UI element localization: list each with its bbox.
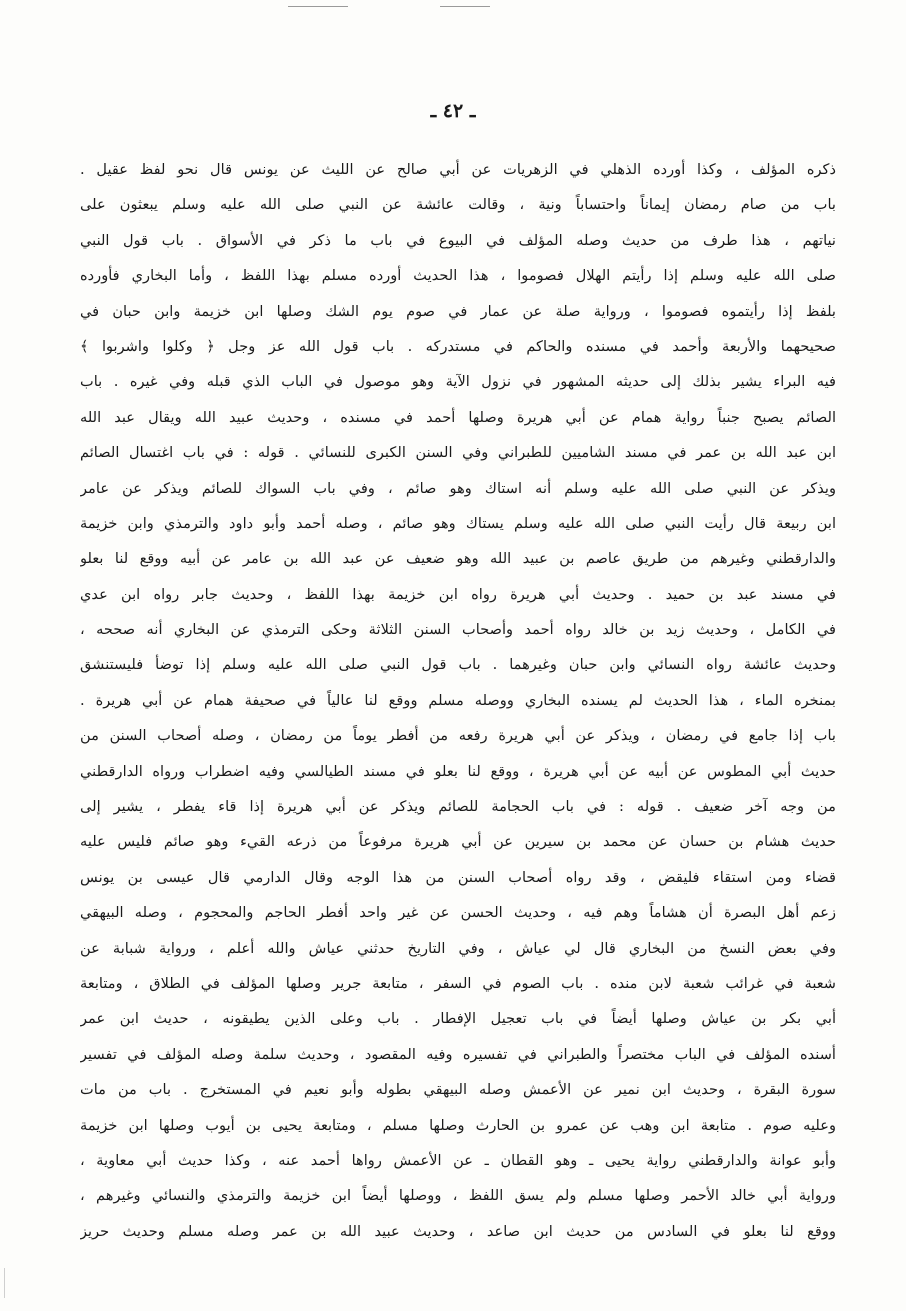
body-text (80, 152, 836, 1249)
text-line: في مسند عبد بن حميد . وحديث أبي هريرة رواه ابن خزيمة بهذا اللفظ ، وحديث جابر رواه ابن عدي (80, 585, 836, 603)
text-line: وحديث عائشة رواه النسائي وابن حبان وغيرهما . باب قول النبي صلى الله عليه وسلم إذا توضأ فليستنشق (80, 656, 836, 674)
text-line: وفي بعض النسخ من البخاري قال لي عياش ، وفي التاريخ حدثني عياش والله أعلم ، ورواية شبابة عن (80, 939, 836, 957)
text-line: وعليه صوم . متابعة ابن وهب عن عمرو بن الحارث وصلها مسلم ، ومتابعة يحيى بن أيوب وصلها ابن خزيمة (80, 1116, 836, 1134)
top-rule-left (288, 6, 348, 7)
text-line: ذكره المؤلف ، وكذا أورده الذهلي في الزهريات عن أبي صالح عن الليث عن يونس قال نحو لفظ عقيل . (80, 161, 836, 178)
text-line: والدارقطني وغيرهم من طريق عاصم بن عبيد الله وهو ضعيف عن عبد الله بن عامر عن أبيه ووقع لنا بعلو (80, 550, 836, 568)
text-line: وأبو عوانة والدارقطني رواية يحيى ـ وهو القطان ـ عن الأعمش رواها أحمد عنه ، وكذا حديث أبي معاوية ، (80, 1151, 836, 1169)
text-line: ورواية أبي خالد الأحمر وصلها مسلم ولم يسق اللفظ ، ووصلها أيضاً ابن خزيمة والترمذي والنسائي وغيرهم ، (80, 1187, 836, 1205)
scan-edge-mark (4, 1268, 5, 1298)
text-line: نياتهم ، هذا طرف من حديث وصله المؤلف في البيوع في باب ما ذكر في الأسواق . باب قول النبي (80, 231, 836, 249)
text-line: زعم أهل البصرة أن هشاماً وهم فيه ، وحديث الحسن عن غير واحد أفطر الحاجم والمحجوم ، وصله البيهقي (80, 904, 836, 922)
text-line: أبي بكر بن عياش وصلها أيضاً في باب تعجيل الإفطار . باب وعلى الذين يطيقونه ، حديث ابن عمر (80, 1010, 836, 1028)
text-line: قضاء ومن استقاء فليقض ، وقد رواه أصحاب السنن من هذا الوجه وقال الدارمي قال عيسى بن يونس (80, 868, 836, 886)
text-line: في الكامل ، وحديث زيد بن خالد رواه أحمد وأصحاب السنن الثلاثة وحكى الترمذي عن البخاري أنه صححه ، (80, 621, 836, 639)
text-line: حديث هشام بن حسان عن محمد بن سيرين عن أبي هريرة مرفوعاً من ذرعه القيء وهو صائم فليس عليه (80, 833, 836, 851)
text-line: باب إذا جامع في رمضان ، ويذكر عن أبي هريرة رفعه من أفطر يوماً من رمضان ، وصله أصحاب السنن من (80, 727, 836, 745)
text-line: سورة البقرة ، وحديث ابن نمير عن الأعمش وصله البيهقي بطوله وأبو نعيم في المستخرج . باب من مات (80, 1081, 836, 1099)
text-line: بمنخره الماء ، هذا الحديث لم يسنده البخاري ووصله مسلم ووقع لنا عالياً في صحيفة همام عن أبي هريرة . (80, 691, 836, 709)
text-line: صحيحهما والأربعة وأحمد في مسنده والحاكم في مستدركه . باب قول الله عز وجل ﴿ وكلوا واشربوا ﴾ (80, 337, 836, 355)
text-line: حديث أبي المطوس عن أبيه عن أبي هريرة ، ووقع لنا بعلو في مسند الطيالسي وفيه اضطراب ورواه الدارقطني (80, 762, 836, 780)
top-rule-right (440, 6, 490, 7)
text-line: من وجه آخر ضعيف . قوله : في باب الحجامة للصائم ويذكر عن أبي هريرة إذا قاء يفطر ، يشير إلى (80, 798, 836, 816)
text-line: شعبة في غرائب شعبة لابن منده . باب الصوم في السفر ، متابعة جرير وصلها المؤلف في الطلاق ، ومتابعة (80, 974, 836, 992)
text-line: فيه البراء يشير بذلك إلى حديثه المشهور في نزول الآية وهو موصول في الباب الذي قبله وفي غيره . باب (80, 373, 836, 391)
text-line: بلفظ إذا رأيتموه فصوموا ، ورواية صلة عن عمار في صوم يوم الشك وصلها ابن خزيمة وابن حبان في (80, 302, 836, 320)
text-line: الصائم يصبح جنباً رواية همام عن أبي هريرة وصلها أحمد في مسنده ، وحديث عبيد الله ويقال عبد الله (80, 408, 836, 426)
text-line: ابن عبد الله بن عمر في مسند الشاميين للطبراني وفي السنن الكبرى للنسائي . قوله : في باب اغتسال الصائم (80, 444, 836, 462)
text-line: ابن ربيعة قال رأيت النبي صلى الله عليه وسلم يستاك وهو صائم ، وصله أحمد وأبو داود والترمذي وابن خزيمة (80, 514, 836, 532)
page-number: ـ ٤٢ ـ (430, 100, 476, 122)
text-line: صلى الله عليه وسلم إذا رأيتم الهلال فصوموا ، هذا الحديث أورده مسلم بهذا اللفظ ، وأما البخاري فأورده (80, 267, 836, 285)
text-line: ويذكر عن النبي صلى الله عليه وسلم أنه استاك وهو صائم ، وفي باب السواك للصائم ويذكر عن عامر (80, 479, 836, 497)
text-line: باب من صام رمضان إيماناً واحتساباً ونية ، وقالت عائشة عن النبي صلى الله عليه وسلم يبعثون على (80, 196, 836, 214)
text-line: ووقع لنا بعلو في السادس من حديث ابن صاعد ، وحديث عبيد الله بن عمر وصله مسلم وحديث حريز (80, 1222, 836, 1240)
text-line: أسنده المؤلف في الباب مختصراً والطبراني في تفسيره وفيه المقصود ، وحديث سلمة وصله المؤلف في تفسير (80, 1045, 836, 1063)
